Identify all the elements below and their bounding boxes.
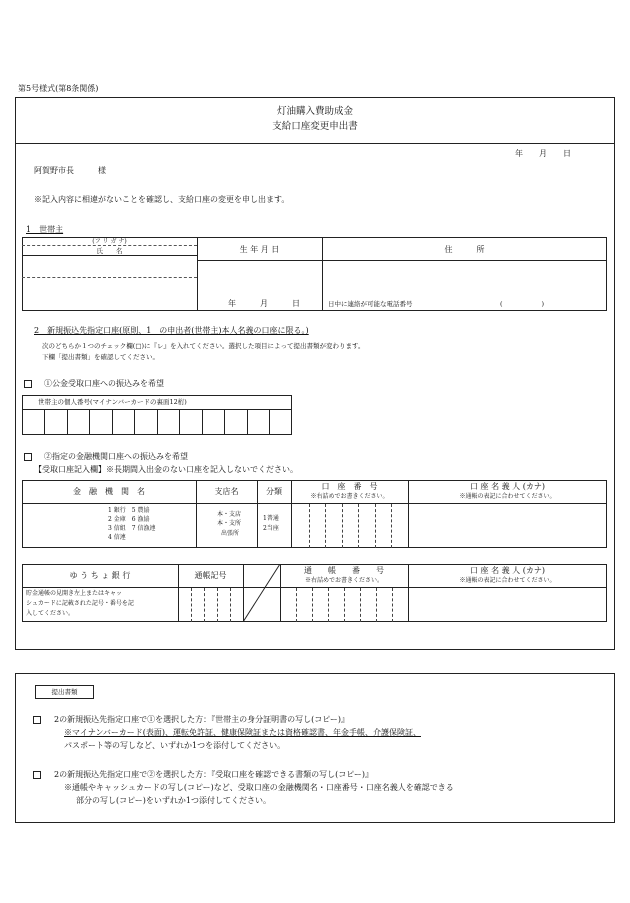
- option1-label: ①公金受取口座への振込みを希望: [44, 379, 164, 388]
- submission-item2-checkbox[interactable]: [33, 771, 41, 779]
- yucho-note-3: 入してください。: [26, 610, 75, 617]
- bank-type-4: 4 信連: [108, 534, 126, 541]
- title-divider: [15, 143, 615, 144]
- account-number-input[interactable]: [292, 504, 407, 547]
- section2-note1: 次のどちらか１つのチェック欄(□)に『レ』を入れてください。選択した項目によって提出書類が変わります。: [42, 342, 365, 350]
- receipt-account-note: 【受取口座記入欄】※長期間入出金のない口座を記入しないでください。: [34, 465, 298, 474]
- account-number-header: 口 座 番 号: [321, 482, 378, 491]
- phone-input[interactable]: ( ): [500, 300, 545, 308]
- yucho-symbol-header: 通帳記号: [194, 571, 227, 580]
- submission-item2-line3: 部分の写し(コピー)をいずれか1つ添付してください。: [76, 796, 272, 805]
- form-title-line2: 支給口座変更申出書: [272, 121, 358, 132]
- holder-sub: ※通帳の表記に合わせてください。: [459, 493, 556, 500]
- section2-heading: 2 新規振込先指定口座(原則、1 の申出者(世帯主)本人名義の口座に限る。): [34, 326, 309, 335]
- birthdate-input[interactable]: 年 月 日: [228, 299, 300, 308]
- branch-type-2: 本・支所: [217, 520, 242, 527]
- form-title-line1: 灯油購入費助成金: [276, 106, 353, 117]
- bank-name-header: 金 融 機 関 名: [73, 487, 145, 496]
- option2-label: ②指定の金融機関口座への振込みを希望: [44, 452, 188, 461]
- yucho-note-1: 貯金通帳の見開き左上またはキャッ: [26, 590, 123, 597]
- furigana-input[interactable]: [23, 256, 196, 276]
- submission-item1-line2: ※マイナンバーカード(表面)、運転免許証、健康保険証または資格確認書、年金手帳、介護保険証、: [64, 728, 421, 737]
- yucho-symbol-input[interactable]: [179, 588, 242, 621]
- yucho-number-input[interactable]: [281, 588, 407, 621]
- option2-checkbox[interactable]: [24, 453, 32, 461]
- table-grid-line: [22, 245, 197, 246]
- recipient: 阿賀野市長 様: [34, 166, 106, 175]
- address-input[interactable]: [323, 261, 606, 295]
- bank-name-input[interactable]: [23, 504, 103, 547]
- intro-text: ※記入内容に相違がないことを確認し、支給口座の変更を申し出ます。: [34, 195, 290, 204]
- yucho-holder-input[interactable]: [409, 588, 606, 621]
- bank-type-2: 2 金庫 6 漁協: [108, 516, 150, 523]
- holder-name-input[interactable]: [409, 504, 606, 547]
- branch-header: 支店名: [214, 487, 239, 496]
- yucho-header: ゆ う ち ょ 銀 行: [69, 571, 131, 580]
- submission-item1-line3: パスポート等の写しなど、いずれか1つを添付してください。: [64, 741, 286, 750]
- account-type-2: 2当座: [263, 525, 279, 532]
- address-label: 住 所: [444, 245, 485, 254]
- branch-type-1: 本・支店: [217, 511, 242, 518]
- name-input[interactable]: [23, 278, 196, 310]
- account-number-sub: ※右詰めでお書きください。: [310, 493, 389, 500]
- phone-label: 日中に連絡が可能な電話番号: [328, 300, 413, 308]
- holder-header: 口 座 名 義 人 (カナ): [470, 482, 545, 491]
- yucho-note-2: シュカードに記載された記号・番号を記: [26, 600, 134, 607]
- section2-note2: 下欄「提出書類」を確認してください。: [42, 353, 159, 361]
- name-label: 氏 名: [96, 247, 123, 255]
- yucho-holder-sub: ※通帳の表記に合わせてください。: [459, 577, 556, 584]
- section1-heading: 1 世帯主: [26, 225, 64, 234]
- mynumber-label: 世帯主の個人番号(マイナンバーカードの裏面12桁): [38, 398, 187, 406]
- form-number: 第5号様式(第8条関係): [18, 84, 99, 93]
- yucho-holder-header: 口 座 名 義 人 (カナ): [470, 566, 545, 575]
- mynumber-input[interactable]: [23, 410, 291, 434]
- birthdate-label: 生 年 月 日: [239, 245, 280, 254]
- yucho-slash: [243, 564, 280, 622]
- account-type-1: 1普通: [263, 515, 279, 522]
- furigana-label: (フ リ ガ ナ): [92, 238, 127, 245]
- bank-type-3: 3 信組 7 信漁連: [108, 525, 156, 532]
- option1-checkbox[interactable]: [24, 380, 32, 388]
- submission-item2-line1: 2の新規振込先指定口座で②を選択した方：『受取口座を確認できる書類の写し(コピー)』: [54, 770, 374, 779]
- account-type-header: 分類: [266, 487, 282, 496]
- submission-item2-line2: ※通帳やキャッシュカードの写し(コピー)など、受取口座の金融機関名・口座番号・口座名義人を確認できる: [64, 783, 454, 792]
- yucho-number-header: 通 帳 番 号: [304, 566, 384, 575]
- submission-title: 提出書類: [35, 685, 94, 699]
- submission-item1-checkbox[interactable]: [33, 716, 41, 724]
- submission-item1-line1: 2の新規振込先指定口座で①を選択した方：『世帯主の身分証明書の写し(コピー)』: [54, 715, 350, 724]
- bank-type-1: 1 銀行 5 農協: [108, 507, 150, 514]
- branch-name-input[interactable]: [197, 504, 215, 547]
- date-field[interactable]: 年 月 日: [515, 149, 571, 158]
- branch-type-3: 出張所: [221, 530, 240, 537]
- yucho-number-sub: ※右詰めでお書きください。: [304, 577, 383, 584]
